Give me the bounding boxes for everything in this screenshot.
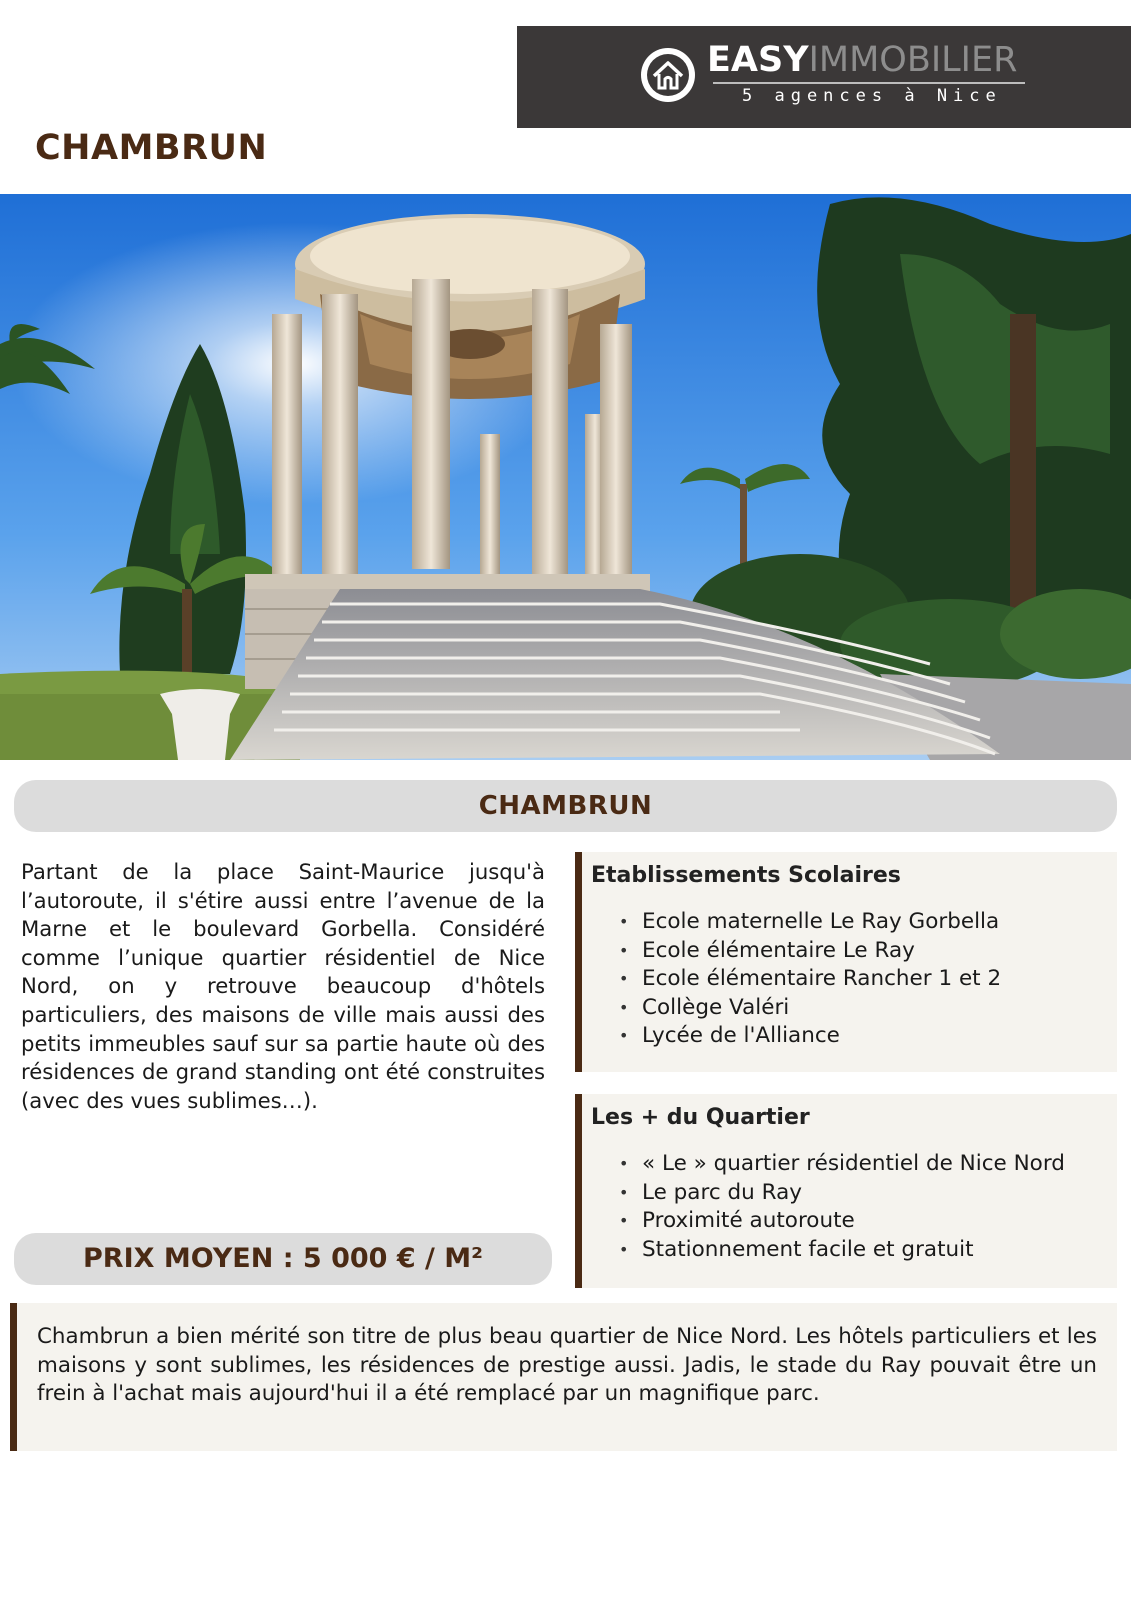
list-item: • Collège Valéri [619,994,1117,1023]
average-price-badge: PRIX MOYEN : 5 000 € / M² [14,1233,552,1285]
list-item: • Le parc du Ray [619,1179,1117,1208]
brand-tagline: 5 agences à Nice [742,86,1002,106]
list-item: • Proximité autoroute [619,1207,1117,1236]
section-heading: CHAMBRUN [14,780,1117,832]
brand-name-part2: IMMOBILIER [808,40,1018,80]
summary-text: Chambrun a bien mérité son titre de plus beau quartier de Nice Nord. Les hôtels particuliers et les maisons y sont sublimes, les résidences de prestige aussi. Jadis, le stade du Ray pouvait être un frein à l'achat mais aujourd'hui il a été remplacé par un magnifique parc. [37,1324,1097,1407]
description-text: Partant de la place Saint-Maurice jusqu'à l’autoroute, il s'étire aussi entre l’avenue de la Marne et le boulevard Gorbella. Considéré comme l’unique quartier résidentiel de Nice Nord, on y retrouve beaucoup d'hôtels particuliers, des maisons de ville mais aussi des petits immeubles sauf sur sa partie haute où des résidences de grand standing ont été construites (avec des vues sublimes…). [21,859,545,1113]
schools-title: Etablissements Scolaires [591,863,901,888]
list-item: • Ecole élémentaire Le Ray [619,937,1117,966]
hero-photo [0,194,1131,760]
schools-box [575,852,1117,1072]
logo-divider [713,82,1025,84]
list-item: • « Le » quartier résidentiel de Nice Nord [619,1150,1117,1179]
brand-name-part1: EASY [707,40,809,80]
neighborhood-highlights-box [575,1094,1117,1288]
list-item: • Lycée de l'Alliance [619,1022,1117,1051]
temple-photo-icon [0,194,1131,760]
logo-banner [517,26,1131,128]
schools-list [591,908,1117,1051]
highlights-list [591,1150,1117,1264]
list-item: • Stationnement facile et gratuit [619,1236,1117,1265]
brand-name [707,40,1017,80]
page-title: CHAMBRUN [35,128,268,168]
list-item: • Ecole élémentaire Rancher 1 et 2 [619,965,1117,994]
house-logo-icon [639,46,697,104]
list-item: • Ecole maternelle Le Ray Gorbella [619,908,1117,937]
highlights-title: Les + du Quartier [591,1105,810,1130]
summary-box [10,1303,1117,1451]
